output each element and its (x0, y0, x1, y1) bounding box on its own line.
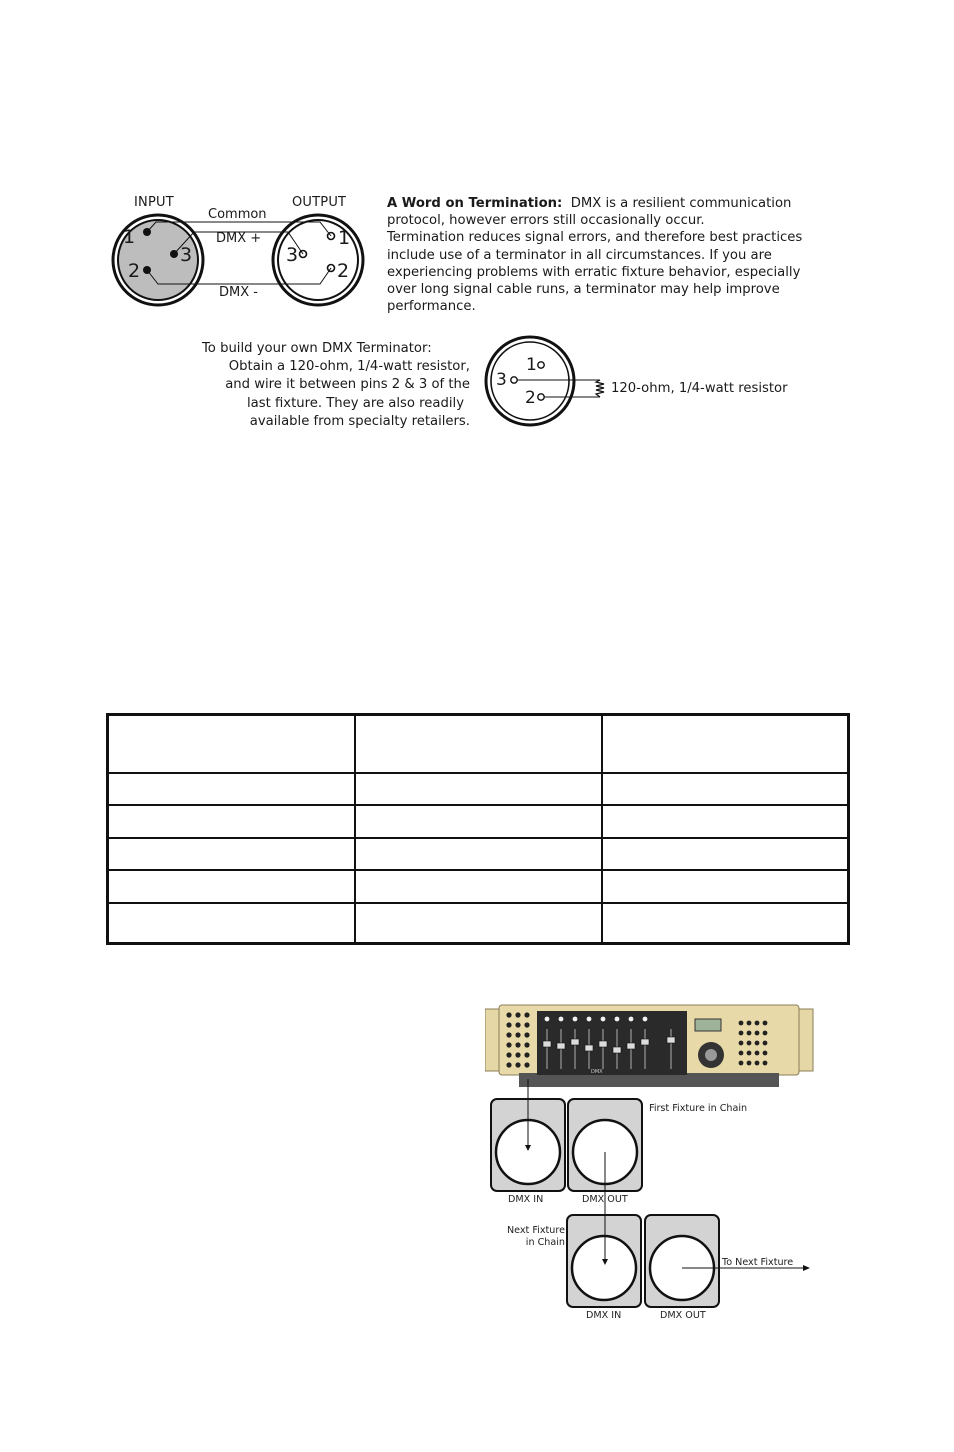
termination-heading: A Word on Termination: (387, 196, 563, 211)
build-line-2: and wire it between pins 2 & 3 of the (225, 377, 470, 393)
dmx-minus-wire-label: DMX - (219, 285, 258, 300)
table-cell (602, 870, 849, 902)
termination-body-4: include use of a terminator in all circumstances. If you are (387, 247, 772, 263)
next-fixture-dmx-in-label: DMX IN (586, 1310, 622, 1321)
table-cell (355, 903, 602, 944)
table-cell (355, 773, 602, 805)
termination-body-7: performance. (387, 299, 476, 315)
build-terminator-heading: To build your own DMX Terminator: (202, 341, 432, 356)
table-row (108, 805, 849, 837)
common-wire-label: Common (208, 207, 267, 222)
table-cell (108, 838, 355, 870)
table-cell (602, 903, 849, 944)
table-cell (108, 870, 355, 902)
table-cell (602, 715, 849, 774)
xlr-connectors-graphic (108, 210, 368, 310)
table-row (108, 838, 849, 870)
next-fixture-label-line-1: Next Fixture (506, 1225, 565, 1236)
dmx-plus-wire-label: DMX + (216, 231, 262, 246)
input-pin-3: 3 (180, 244, 193, 266)
build-line-4: available from specialty retailers. (249, 413, 470, 429)
to-next-fixture-label: To Next Fixture (722, 1257, 794, 1268)
table-cell (108, 903, 355, 944)
dmx-controller-graphic (485, 1005, 813, 1087)
table-cell (108, 773, 355, 805)
termination-body-6: over long signal cable runs, a terminator may help improve (387, 282, 780, 298)
next-fixture-label-line-2: in Chain (525, 1237, 565, 1248)
controller-badge: DMX (591, 1069, 603, 1075)
output-pin-1: 1 (338, 227, 351, 249)
table-cell (602, 773, 849, 805)
termination-body-5: experiencing problems with erratic fixture behavior, especially (387, 264, 801, 280)
resistor-label: 120-ohm, 1/4-watt resistor (611, 381, 788, 396)
terminator-pin-3: 3 (496, 370, 507, 390)
table-cell (355, 715, 602, 774)
table-cell (108, 805, 355, 837)
input-pin-2: 2 (128, 260, 141, 282)
output-pin-2: 2 (337, 260, 350, 282)
table-cell (108, 715, 355, 774)
terminator-pin-1: 1 (526, 355, 537, 375)
build-line-1: Obtain a 120-ohm, 1/4-watt resistor, (228, 359, 470, 375)
dmx-table (106, 713, 850, 945)
first-fixture-dmx-out-label: DMX OUT (582, 1194, 628, 1205)
terminator-pin-2: 2 (525, 388, 536, 408)
termination-paragraph (387, 195, 837, 315)
input-pin-1: 1 (123, 226, 136, 248)
termination-body-3: Termination reduces signal errors, and therefore best practices (387, 230, 803, 246)
dmx-chain-diagram (485, 985, 825, 1325)
first-fixture-dmx-in-label: DMX IN (508, 1194, 544, 1205)
table-cell (355, 805, 602, 837)
termination-body-1: DMX is a resilient communication (570, 196, 792, 211)
input-label: INPUT (134, 195, 174, 210)
termination-body-2: protocol, however errors still occasionally occur. (387, 213, 705, 229)
table-cell (602, 838, 849, 870)
table-cell (355, 870, 602, 902)
table-row (108, 870, 849, 902)
output-pin-3: 3 (286, 244, 299, 266)
first-fixture-label: First Fixture in Chain (649, 1103, 748, 1114)
table-cell (355, 838, 602, 870)
next-fixture (567, 1215, 719, 1307)
table-row (108, 903, 849, 944)
termination-line-1 (387, 195, 837, 212)
first-fixture (491, 1099, 642, 1191)
table-header-row (108, 715, 849, 774)
output-label: OUTPUT (292, 195, 347, 210)
build-line-3: last fixture. They are also readily (247, 395, 464, 411)
table-cell (602, 805, 849, 837)
table-row (108, 773, 849, 805)
build-terminator-text (190, 340, 470, 431)
next-fixture-label (501, 1225, 565, 1249)
next-fixture-dmx-out-label: DMX OUT (660, 1310, 706, 1321)
